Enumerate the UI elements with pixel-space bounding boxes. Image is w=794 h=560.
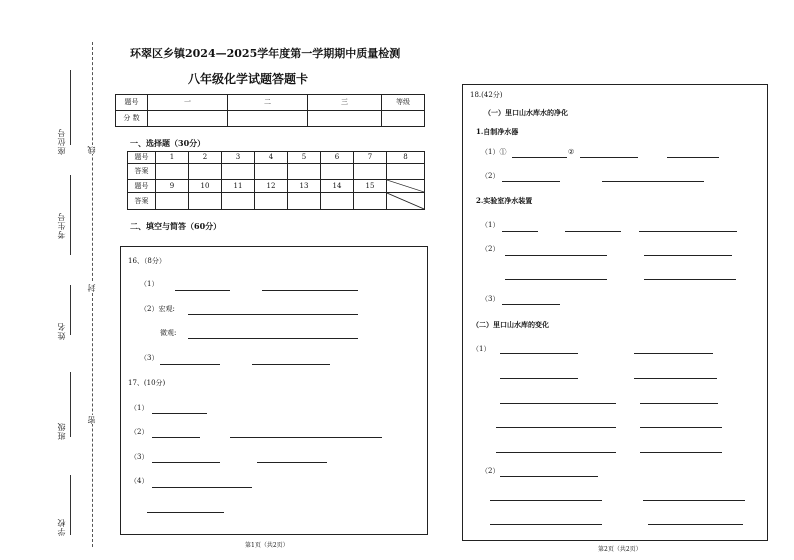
cut-mark-feng: 封 xyxy=(87,283,96,292)
q16-3a-blank[interactable] xyxy=(160,364,220,365)
score-table xyxy=(115,94,425,127)
answer-cell[interactable] xyxy=(255,193,288,210)
q18-t2-1f-blank[interactable] xyxy=(640,403,718,404)
choice-number: 3 xyxy=(222,152,255,164)
cut-mark-mi: 密 xyxy=(87,415,96,424)
answer-cell[interactable] xyxy=(288,193,321,210)
q18-part2-heading: （二）里口山水库的变化 xyxy=(472,320,549,329)
page-number-left: 第1页（共2页） xyxy=(245,542,289,549)
q18-t2-1c-blank[interactable] xyxy=(500,378,578,379)
answer-cell[interactable] xyxy=(222,164,255,180)
answer-cell[interactable] xyxy=(354,164,387,180)
choice-number: 1 xyxy=(156,152,189,164)
answer-cell[interactable] xyxy=(387,164,425,180)
choice-number: 8 xyxy=(387,152,425,164)
cut-line xyxy=(92,42,93,547)
q18-t2-2e-blank[interactable] xyxy=(648,524,743,525)
q18-s2-part1-label: （1） xyxy=(481,221,500,229)
q17-4a-blank[interactable] xyxy=(152,487,252,488)
q16-part1-label: （1） xyxy=(140,280,159,288)
q18-t2-part2-label: （2） xyxy=(481,467,500,475)
choice-number: 11 xyxy=(222,180,255,193)
q18-t2-1h-blank[interactable] xyxy=(640,427,722,428)
q18-t2-1g-blank[interactable] xyxy=(496,427,616,428)
q16-part2-label: （2）宏观: xyxy=(140,305,175,313)
q18-t2-1i-blank[interactable] xyxy=(496,452,616,453)
q18-t2-1b-blank[interactable] xyxy=(634,353,713,354)
q18-t2-1d-blank[interactable] xyxy=(634,378,717,379)
choice-answer-table xyxy=(127,151,425,210)
q18-s2-2a-blank[interactable] xyxy=(505,255,607,256)
name-label: 姓名 xyxy=(57,322,66,340)
exam-title: 环翠区乡镇2024—2025学年度第一学期期中质量检测 xyxy=(130,47,401,60)
page-number-right: 第2页（共2页） xyxy=(598,546,642,553)
q18-s1-part2-label: （2） xyxy=(481,172,500,180)
score-cell[interactable] xyxy=(228,111,308,127)
school-label: 学校 xyxy=(57,518,66,536)
choice-number: 2 xyxy=(189,152,222,164)
q17-4b-blank[interactable] xyxy=(147,512,224,513)
q18-s2-1b-blank[interactable] xyxy=(565,231,621,232)
q17-3b-blank[interactable] xyxy=(257,462,327,463)
q17-part4-label: （4） xyxy=(130,477,149,485)
choice-number: 9 xyxy=(156,180,189,193)
q18-s1-2b-blank[interactable] xyxy=(602,181,704,182)
name-line xyxy=(70,285,71,335)
q17-3a-blank[interactable] xyxy=(152,462,220,463)
crossed-out-cell xyxy=(387,180,425,193)
section1-heading: 一、选择题（30分） xyxy=(130,138,206,148)
score-row-label: 分 数 xyxy=(116,111,148,127)
choice-number: 15 xyxy=(354,180,387,193)
q16-title: 16、（8分） xyxy=(128,257,166,265)
seat-label: 座位号 xyxy=(57,128,66,155)
choice-number: 5 xyxy=(288,152,321,164)
q17-title: 17、(10分) xyxy=(128,379,166,387)
q18-s1-1a-blank[interactable] xyxy=(512,157,567,158)
score-table-header: 等级 xyxy=(382,95,425,111)
q18-s2-2c-blank[interactable] xyxy=(505,279,607,280)
q16-macro-blank[interactable] xyxy=(188,314,358,315)
q18-sub1-heading: 1.自制净水器 xyxy=(476,127,519,136)
score-cell[interactable] xyxy=(308,111,382,127)
answer-cell[interactable] xyxy=(321,164,354,180)
choice-number: 4 xyxy=(255,152,288,164)
choice-number: 12 xyxy=(255,180,288,193)
answer-cell[interactable] xyxy=(354,193,387,210)
class-label: 班级 xyxy=(57,422,66,440)
q17-part3-label: （3） xyxy=(130,453,149,461)
q18-s1-1c-blank[interactable] xyxy=(667,157,719,158)
q18-t2-2a-blank[interactable] xyxy=(500,476,598,477)
score-cell[interactable] xyxy=(382,111,425,127)
seat-line xyxy=(70,70,71,145)
q16-1a-blank[interactable] xyxy=(175,290,230,291)
q16-3b-blank[interactable] xyxy=(252,364,330,365)
q18-sub2-heading: 2.实验室净水装置 xyxy=(476,196,533,205)
q18-s2-3-blank[interactable] xyxy=(502,304,560,305)
q18-t2-1j-blank[interactable] xyxy=(640,452,722,453)
q18-s1-part1b-label: ② xyxy=(568,148,575,156)
answer-sheet-subtitle: 八年级化学试题答题卡 xyxy=(188,72,309,86)
q18-t2-2c-blank[interactable] xyxy=(643,500,745,501)
q18-s2-2d-blank[interactable] xyxy=(644,279,736,280)
q16-micro-blank[interactable] xyxy=(188,338,358,339)
q18-s1-part1-label: （1）① xyxy=(481,148,507,156)
answer-row-label: 答案 xyxy=(128,164,156,180)
q18-s2-2b-blank[interactable] xyxy=(644,255,732,256)
answer-cell[interactable] xyxy=(189,193,222,210)
q16-1b-blank[interactable] xyxy=(262,290,358,291)
q18-s1-1b-blank[interactable] xyxy=(580,157,638,158)
score-table-header: 一 xyxy=(148,95,228,111)
answer-row-label: 答案 xyxy=(128,193,156,210)
q18-s2-1c-blank[interactable] xyxy=(639,231,737,232)
crossed-out-cell xyxy=(387,193,425,210)
answer-cell[interactable] xyxy=(156,164,189,180)
q18-s2-part3-label: （3） xyxy=(481,295,500,303)
q17-2b-blank[interactable] xyxy=(230,437,382,438)
answer-cell[interactable] xyxy=(156,193,189,210)
q18-s2-part2-label: （2） xyxy=(481,245,500,253)
q18-title: 18.(42分) xyxy=(470,91,503,99)
score-table-header: 二 xyxy=(228,95,308,111)
answer-cell[interactable] xyxy=(288,164,321,180)
exam-no-line xyxy=(70,175,71,255)
choice-row-label: 题号 xyxy=(128,180,156,193)
school-line xyxy=(70,475,71,535)
q17-part1-label: （1） xyxy=(130,404,149,412)
score-table-header: 题号 xyxy=(116,95,148,111)
choice-number: 10 xyxy=(189,180,222,193)
choice-row-label: 题号 xyxy=(128,152,156,164)
answer-cell[interactable] xyxy=(222,193,255,210)
q18-t2-part1-label: （1） xyxy=(472,345,491,353)
q18-t2-1a-blank[interactable] xyxy=(500,353,578,354)
q18-t2-2b-blank[interactable] xyxy=(490,500,602,501)
q17-part2-label: （2） xyxy=(130,428,149,436)
choice-number: 14 xyxy=(321,180,354,193)
choice-number: 13 xyxy=(288,180,321,193)
exam-no-label: 考生号 xyxy=(57,212,66,239)
q16-part3-label: （3） xyxy=(140,354,159,362)
q17-1-blank[interactable] xyxy=(152,413,207,414)
score-cell[interactable] xyxy=(148,111,228,127)
q16-micro-label: 微观: xyxy=(160,329,177,337)
section2-heading: 二、填空与简答（60分） xyxy=(130,221,222,231)
q18-s1-2a-blank[interactable] xyxy=(502,181,560,182)
q17-2a-blank[interactable] xyxy=(152,437,200,438)
answer-cell[interactable] xyxy=(321,193,354,210)
choice-number: 6 xyxy=(321,152,354,164)
q18-t2-2d-blank[interactable] xyxy=(490,524,602,525)
score-table-header: 三 xyxy=(308,95,382,111)
q18-s2-1a-blank[interactable] xyxy=(502,231,538,232)
choice-number: 7 xyxy=(354,152,387,164)
q18-answer-box xyxy=(462,84,768,541)
q18-t2-1e-blank[interactable] xyxy=(500,403,616,404)
q18-part1-heading: （一）里口山水库水的净化 xyxy=(484,108,568,117)
class-line xyxy=(70,372,71,437)
cut-mark-xian: 线 xyxy=(87,145,96,154)
answer-cell[interactable] xyxy=(255,164,288,180)
answer-cell[interactable] xyxy=(189,164,222,180)
